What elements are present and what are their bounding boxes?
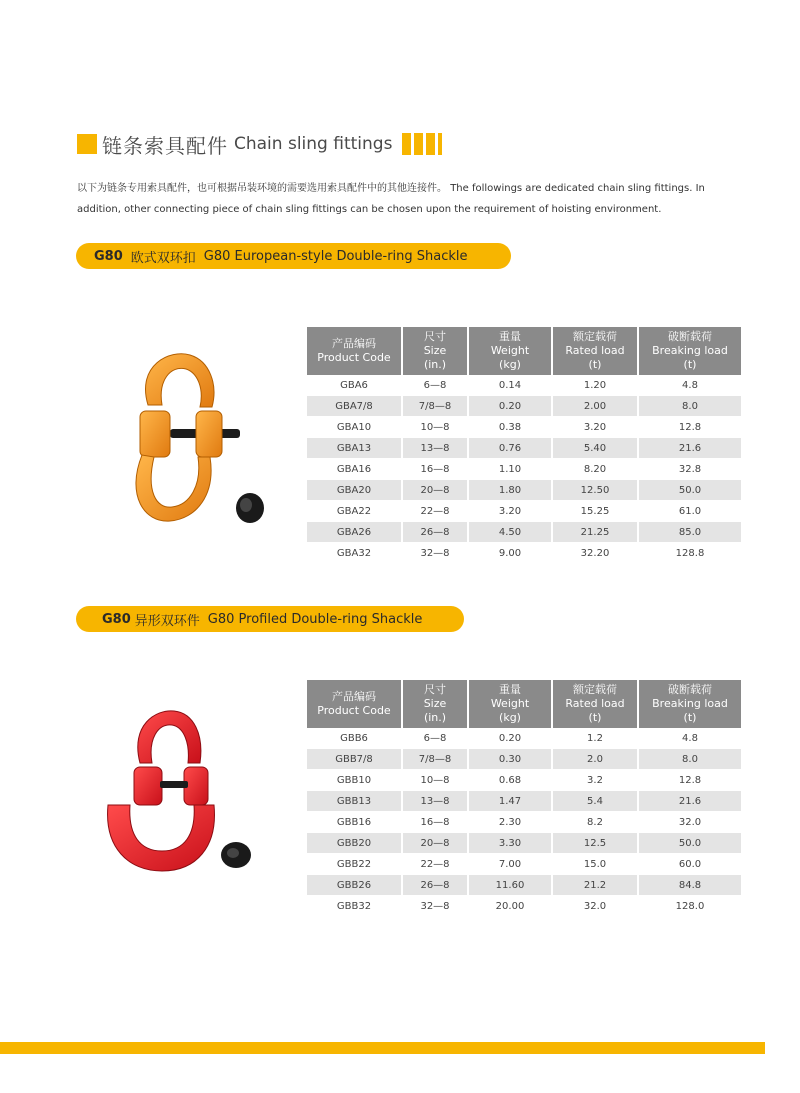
cell-rated-load: 5.4 (552, 791, 638, 812)
cell-rated-load: 8.20 (552, 459, 638, 480)
col-product-code: 产品编码 Product Code (307, 680, 402, 728)
section-name-en: G80 European-style Double-ring Shackle (203, 248, 468, 264)
cell-weight: 20.00 (468, 896, 552, 917)
table-row (307, 749, 741, 770)
cell-weight: 3.20 (468, 501, 552, 522)
cell-rated-load: 12.50 (552, 480, 638, 501)
section-heading-profiled (76, 606, 464, 632)
cell-rated-load: 32.20 (552, 543, 638, 564)
table-header-row (307, 327, 741, 375)
cell-breaking-load: 50.0 (638, 833, 741, 854)
cell-product-code: GBA32 (307, 543, 402, 564)
cell-rated-load: 8.2 (552, 812, 638, 833)
cell-weight: 1.10 (468, 459, 552, 480)
intro-paragraph (77, 178, 737, 220)
table-row (307, 812, 741, 833)
footer-accent-bar (0, 1042, 765, 1054)
cell-weight: 1.80 (468, 480, 552, 501)
cell-product-code: GBB10 (307, 770, 402, 791)
cell-breaking-load: 12.8 (638, 770, 741, 791)
cell-weight: 7.00 (468, 854, 552, 875)
cell-breaking-load: 21.6 (638, 438, 741, 459)
spec-table-european (307, 327, 741, 564)
profiled-shackle-image (100, 705, 270, 880)
col-size: 尺寸 Size (in.) (402, 327, 468, 375)
col-rated-load: 额定载荷 Rated load (t) (552, 680, 638, 728)
cell-breaking-load: 4.8 (638, 375, 741, 396)
cell-weight: 0.68 (468, 770, 552, 791)
cell-rated-load: 1.2 (552, 728, 638, 749)
col-weight: 重量 Weight (kg) (468, 680, 552, 728)
cell-product-code: GBB7/8 (307, 749, 402, 770)
col-breaking-load: 破断载荷 Breaking load (t) (638, 680, 741, 728)
cell-size: 10—8 (402, 770, 468, 791)
cell-weight: 0.30 (468, 749, 552, 770)
section-name-cn: 欧式双环扣 (130, 250, 196, 266)
cell-product-code: GBB26 (307, 875, 402, 896)
section-name-cn: 异形双环件 (134, 613, 200, 629)
cell-rated-load: 21.25 (552, 522, 638, 543)
cell-size: 32—8 (402, 896, 468, 917)
cell-size: 16—8 (402, 459, 468, 480)
cell-product-code: GBB6 (307, 728, 402, 749)
cell-product-code: GBA7/8 (307, 396, 402, 417)
cell-size: 26—8 (402, 522, 468, 543)
section-name-en: G80 Profiled Double-ring Shackle (207, 611, 423, 627)
cell-weight: 0.14 (468, 375, 552, 396)
title-en: Chain sling fittings (234, 134, 393, 154)
cell-rated-load: 2.00 (552, 396, 638, 417)
table-row (307, 854, 741, 875)
cell-size: 22—8 (402, 501, 468, 522)
cell-rated-load: 21.2 (552, 875, 638, 896)
cell-product-code: GBA6 (307, 375, 402, 396)
cell-breaking-load: 61.0 (638, 501, 741, 522)
cell-weight: 0.76 (468, 438, 552, 459)
table-row (307, 728, 741, 749)
cell-breaking-load: 50.0 (638, 480, 741, 501)
cell-size: 16—8 (402, 812, 468, 833)
cell-rated-load: 3.2 (552, 770, 638, 791)
col-weight: 重量 Weight (kg) (468, 327, 552, 375)
cell-breaking-load: 4.8 (638, 728, 741, 749)
table-row (307, 417, 741, 438)
spec-table-profiled (307, 680, 741, 917)
cell-weight: 11.60 (468, 875, 552, 896)
cell-size: 6—8 (402, 375, 468, 396)
european-shackle-image (100, 345, 270, 535)
section-code: G80 (102, 611, 131, 627)
cell-product-code: GBB20 (307, 833, 402, 854)
section-heading-european (76, 243, 511, 269)
cell-size: 20—8 (402, 480, 468, 501)
cell-breaking-load: 32.8 (638, 459, 741, 480)
cell-breaking-load: 8.0 (638, 749, 741, 770)
cell-breaking-load: 21.6 (638, 791, 741, 812)
table-row (307, 522, 741, 543)
cell-weight: 0.38 (468, 417, 552, 438)
table-row (307, 375, 741, 396)
cell-size: 6—8 (402, 728, 468, 749)
cell-rated-load: 15.0 (552, 854, 638, 875)
cell-product-code: GBA16 (307, 459, 402, 480)
table-row (307, 459, 741, 480)
table-row (307, 791, 741, 812)
cell-rated-load: 12.5 (552, 833, 638, 854)
cell-size: 7/8—8 (402, 749, 468, 770)
cell-breaking-load: 84.8 (638, 875, 741, 896)
cell-size: 32—8 (402, 543, 468, 564)
cell-weight: 0.20 (468, 396, 552, 417)
cell-product-code: GBA26 (307, 522, 402, 543)
intro-cn: 以下为链条专用索具配件，也可根据吊装环境的需要选用索具配件中的其他连接件。 (77, 183, 447, 194)
cell-product-code: GBA13 (307, 438, 402, 459)
cell-product-code: GBB13 (307, 791, 402, 812)
cell-weight: 9.00 (468, 543, 552, 564)
cell-size: 13—8 (402, 438, 468, 459)
table-header-row (307, 680, 741, 728)
cell-product-code: GBA10 (307, 417, 402, 438)
cell-size: 13—8 (402, 791, 468, 812)
col-size: 尺寸 Size (in.) (402, 680, 468, 728)
cell-size: 22—8 (402, 854, 468, 875)
cell-rated-load: 5.40 (552, 438, 638, 459)
cell-breaking-load: 32.0 (638, 812, 741, 833)
table-row (307, 438, 741, 459)
intro-en: The followings are dedicated chain sling fittings. In addition, other connecting piece of chain sling fittings can be chosen upon the requirement of hoisting environment. (77, 183, 705, 215)
table-row (307, 896, 741, 917)
cell-product-code: GBB16 (307, 812, 402, 833)
cell-size: 10—8 (402, 417, 468, 438)
cell-breaking-load: 12.8 (638, 417, 741, 438)
table-row (307, 396, 741, 417)
cell-size: 20—8 (402, 833, 468, 854)
table-row (307, 833, 741, 854)
cell-product-code: GBA22 (307, 501, 402, 522)
cell-size: 26—8 (402, 875, 468, 896)
title-cn: 链条索具配件 (102, 133, 228, 158)
col-breaking-load: 破断载荷 Breaking load (t) (638, 327, 741, 375)
cell-rated-load: 1.20 (552, 375, 638, 396)
cell-weight: 0.20 (468, 728, 552, 749)
title-decoration-bars (402, 133, 442, 155)
title-marker-square (77, 134, 97, 154)
cell-rated-load: 3.20 (552, 417, 638, 438)
cell-breaking-load: 128.0 (638, 896, 741, 917)
col-product-code: 产品编码 Product Code (307, 327, 402, 375)
cell-weight: 2.30 (468, 812, 552, 833)
cell-rated-load: 15.25 (552, 501, 638, 522)
table-row (307, 480, 741, 501)
cell-breaking-load: 60.0 (638, 854, 741, 875)
cell-size: 7/8—8 (402, 396, 468, 417)
cell-breaking-load: 8.0 (638, 396, 741, 417)
table-row (307, 875, 741, 896)
cell-weight: 1.47 (468, 791, 552, 812)
col-rated-load: 额定载荷 Rated load (t) (552, 327, 638, 375)
table-row (307, 501, 741, 522)
cell-product-code: GBB22 (307, 854, 402, 875)
table-row (307, 543, 741, 564)
section-code: G80 (94, 248, 123, 264)
cell-product-code: GBA20 (307, 480, 402, 501)
cell-rated-load: 2.0 (552, 749, 638, 770)
cell-weight: 3.30 (468, 833, 552, 854)
cell-rated-load: 32.0 (552, 896, 638, 917)
cell-breaking-load: 85.0 (638, 522, 741, 543)
cell-product-code: GBB32 (307, 896, 402, 917)
cell-breaking-load: 128.8 (638, 543, 741, 564)
table-row (307, 770, 741, 791)
cell-weight: 4.50 (468, 522, 552, 543)
page-title (77, 130, 442, 158)
